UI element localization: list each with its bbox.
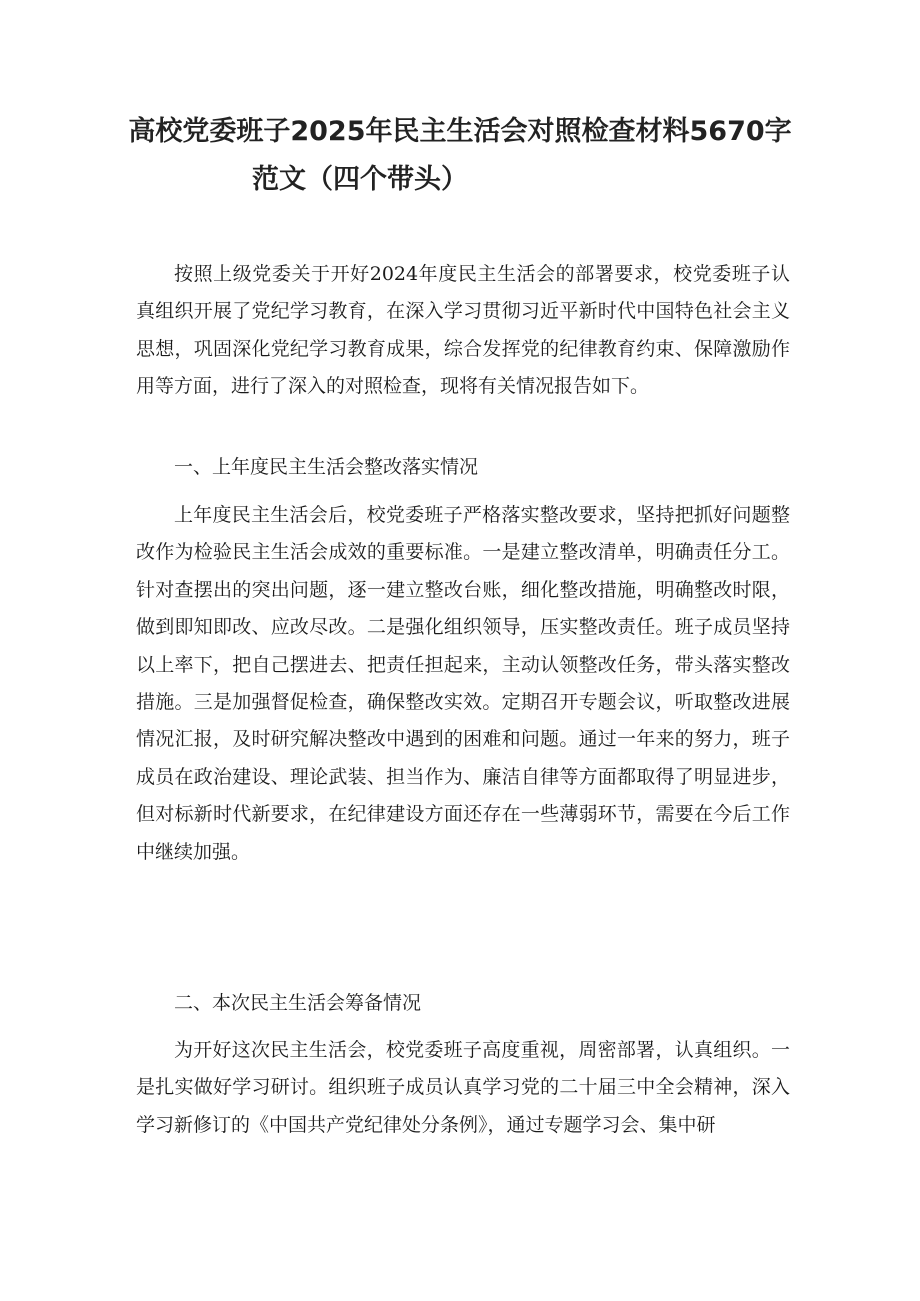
document-title-line-1: 高校党委班子2025年民主生活会对照检查材料5670字 <box>128 116 792 147</box>
section-1-paragraph: 上年度民主生活会后，校党委班子严格落实整改要求，坚持把抓好问题整改作为检验民主生活会成效的重要标准。一是建立整改清单，明确责任分工。针对查摆出的突出问题，逐一建立整改台账，细化整改措施，明确整改时限，做到即知即改、应改尽改。二是强化组织领导，压实整改责任。班子成员坚持以上率下，把自己摆进去、把责任担起来，主动认领整改任务，带头落实整改措施。三是加强督促检查，确保整改实效。定期召开专题会议，听取整改进展情况汇报，及时研究解决整改中遇到的困难和问题。通过一年来的努力，班子成员在政治建设、理论武装、担当作为、廉洁自律等方面都取得了明显进步，但对标新时代新要求，在纪律建设方面还存在一些薄弱环节，需要在今后工作中继续加强。 <box>136 504 790 863</box>
intro-paragraph: 按照上级党委关于开好2024年度民主生活会的部署要求，校党委班子认真组织开展了党纪学习教育，在深入学习贯彻习近平新时代中国特色社会主义思想，巩固深化党纪学习教育成果，综合发挥党的纪律教育约束、保障激励作用等方面，进行了深入的对照检查，现将有关情况报告如下。 <box>136 263 790 398</box>
document-title-line-2: 范文（四个带头） <box>252 164 468 195</box>
section-2-paragraph: 为开好这次民主生活会，校党委班子高度重视，周密部署，认真组织。一是扎实做好学习研讨。组织班子成员认真学习党的二十届三中全会精神，深入学习新修订的《中国共产党纪律处分条例》，通过专题学习会、集中研 <box>136 1039 790 1136</box>
section-heading-1: 一、上年度民主生活会整改落实情况 <box>174 456 479 478</box>
section-heading-2: 二、本次民主生活会筹备情况 <box>174 992 422 1014</box>
